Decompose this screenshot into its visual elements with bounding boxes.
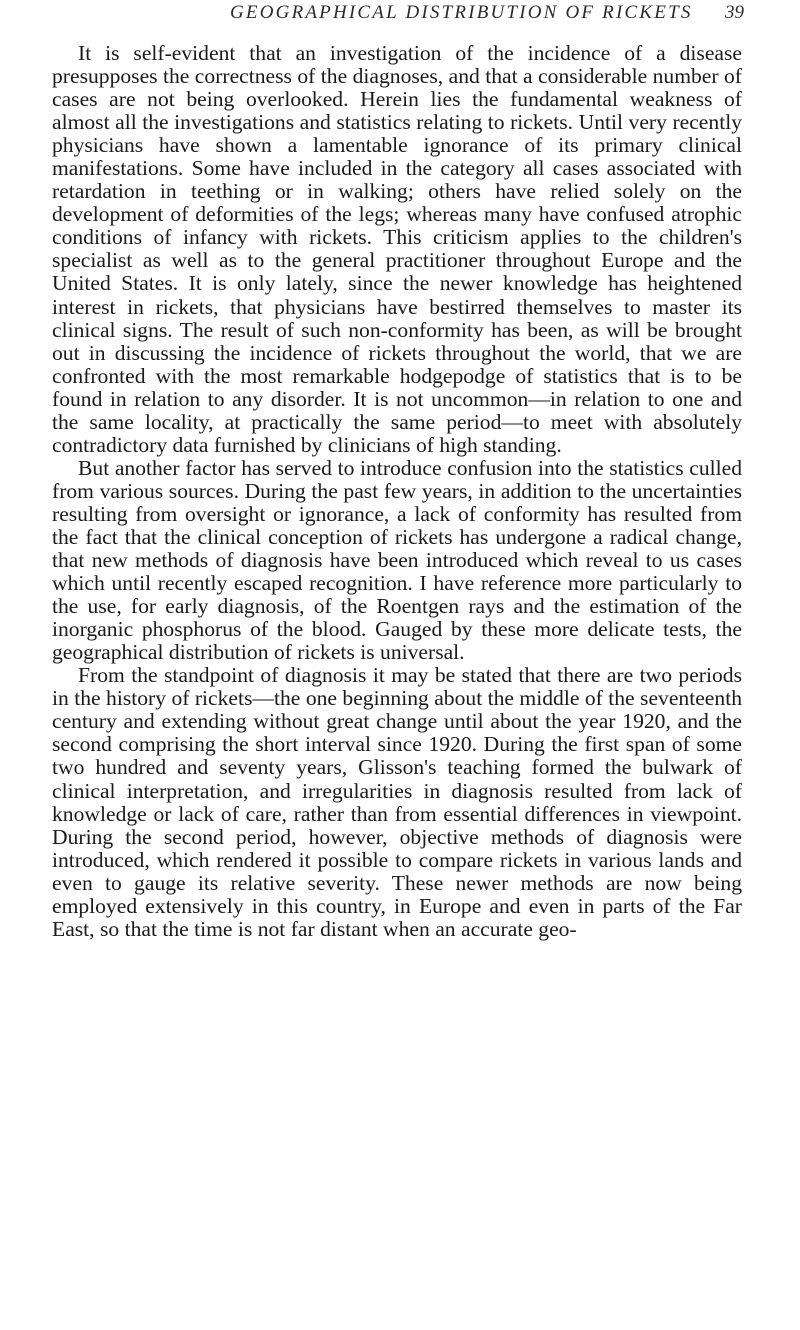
paragraph: It is self-evident that an investigation of the incidence of a disease presupposes the correctness of the diagnoses, and that a considerable number of cases are not being overlooked. Herein lies the fundamental weakness of almost all the investigations and statistics relating to rickets. Until very recently physicians have shown a lamentable ignorance of its primary clinical manifestations. Some have included in the category all cases associated with retardation in teething or in walking; others have relied solely on the development of deformities of the legs; whereas many have confused atrophic conditions of infancy with rickets. This criticism applies to the children's specialist as well as to the general practitioner throughout Europe and the United States. It is only lately, since the newer knowledge has heightened interest in rickets, that physicians have bestirred themselves to master its clinical signs. The result of such non-conformity has been, as will be brought out in discussing the incidence of rickets throughout the world, that we are confronted with the most remarkable hodgepodge of statistics that is to be found in relation to any disorder. It is not uncommon—in relation to one and the same locality, at practically the same period—to meet with absolutely contradictory data furnished by clinicians of high standing.: [52, 41, 742, 457]
running-head: GEOGRAPHICAL DISTRIBUTION OF RICKETS: [230, 2, 693, 23]
body-text: [52, 42, 742, 941]
page-number: 39: [725, 2, 744, 23]
paragraph: From the standpoint of diagnosis it may be stated that there are two periods in the history of rickets—the one beginning about the middle of the seventeenth century and extending without great change until about the year 1920, and the second comprising the short interval since 1920. During the first span of some two hundred and seventy years, Glisson's teaching formed the bulwark of clinical interpretation, and irregularities in diagnosis resulted from lack of knowledge or lack of care, rather than from essential differences in viewpoint. During the second period, however, objective methods of diagnosis were introduced, which rendered it possible to compare rickets in various lands and even to gauge its relative severity. These newer methods are now being employed extensively in this country, in Europe and even in parts of the Far East, so that the time is not far distant when an accurate geo-: [52, 663, 742, 941]
paragraph: But another factor has served to introduce confusion into the statistics culled from various sources. During the past few years, in addition to the uncertainties resulting from oversight or ignorance, a lack of conformity has resulted from the fact that the clinical conception of rickets has undergone a radical change, that new methods of diagnosis have been introduced which reveal to us cases which until recently escaped recognition. I have reference more particularly to the use, for early diagnosis, of the Roentgen rays and the estimation of the inorganic phosphorus of the blood. Gauged by these more delicate tests, the geographical distribution of rickets is universal.: [52, 455, 742, 665]
